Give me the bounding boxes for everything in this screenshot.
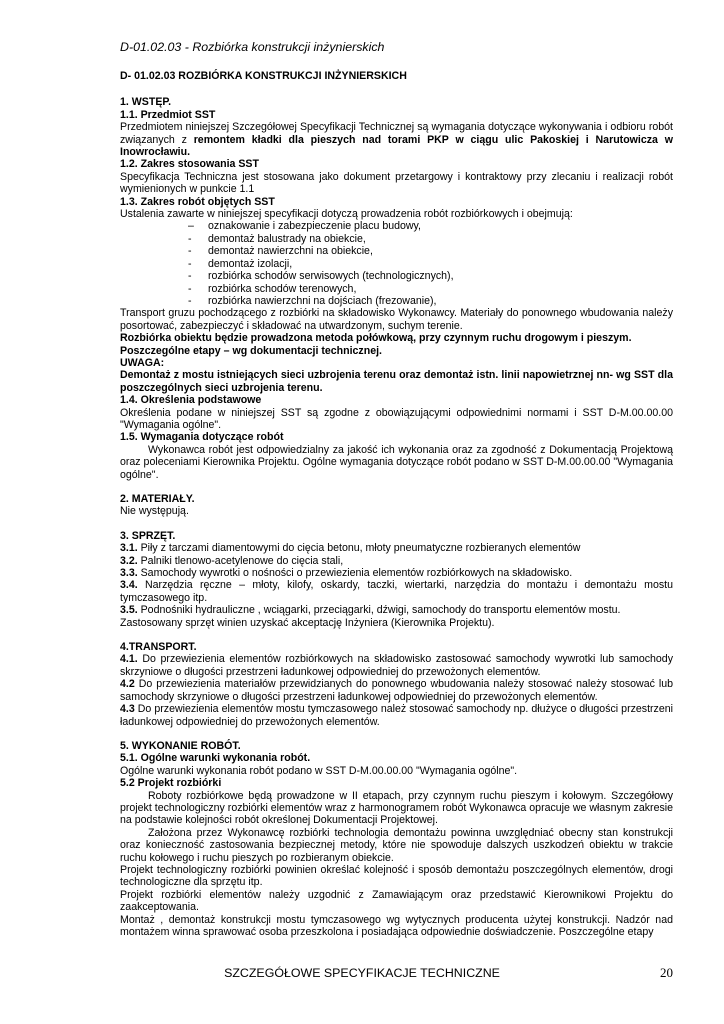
transport-item [120, 703, 673, 728]
section-3-heading: 3. SPRZĘT. [120, 529, 176, 542]
transport-item [120, 653, 673, 678]
paragraph-1-1-text: Przedmiotem niniejszej Szczegółowej Specyfikacji Technicznej są wymagania dotyczące wykonywania i odbioru robót związanych z [120, 121, 673, 146]
item-text: Podnośniki hydrauliczne , wciągarki, przeciągarki, dźwigi, samochody do transportu elementów mostu. [137, 604, 621, 617]
list-dash: - [188, 257, 192, 270]
paragraph-1-3: Ustalenia zawarte w niniejszej specyfikacji dotyczą prowadzenia robót rozbiórkowych i obejmują: [120, 208, 573, 221]
item-text: Do przewiezienia elementów rozbiórkowych na składowisko zastosować samochody wywrotki lub samochody skrzyniowe o długości przestrzeni ładunkowej odpowiedniej do przewożonych elementów. [120, 653, 673, 678]
list-item-text: rozbiórka schodów terenowych, [208, 282, 357, 295]
section-4-heading: 4.TRANSPORT. [120, 641, 197, 654]
paragraph-transport-rubble: Transport gruzu pochodzącego z rozbiórki na składowisko Wykonawcy. Materiały do ponownego wbudowania należy posortować, zabezpieczyć i składować na utwardzonym, suchym terenie. [120, 307, 673, 332]
subsection-1-3-heading: 1.3. Zakres robót objętych SST [120, 195, 275, 208]
item-text: Do przewiezienia materiałów przewidzianych do ponownego wbudowania należy stosować należy stosować lub samochody skrzyniowe o długości przestrzeni ładunkowej odpowiedniej do przewożonych elementów. [120, 678, 673, 703]
list-item-text: rozbiórka schodów serwisowych (technologicznych), [208, 270, 454, 283]
subsection-1-5-heading: 1.5. Wymagania dotyczące robót [120, 431, 284, 444]
paragraph-1-1-bold: remontem kładki dla pieszych nad torami PKP w ciągu ulic Pakoskiej i Narutowicza w Inowrocławiu. [120, 133, 673, 159]
list-item-text: demontaż nawierzchni na obiekcie, [208, 245, 373, 258]
page-number: 20 [660, 965, 673, 980]
note-text: Demontaż z mostu istniejących sieci uzbrojenia terenu oraz demontaż istn. linii napowietrznej nn- wg SST dla poszczególnych sieci uzbrojenia terenu. [120, 369, 673, 394]
paragraph-3: Zastosowany sprzęt winien uzyskać akceptację Inżyniera (Kierownika Projektu). [120, 616, 495, 629]
transport-item [120, 678, 673, 703]
paragraph-half-method: Rozbiórka obiektu będzie prowadzona metoda połówkową, przy czynnym ruchu drogowym i pieszym. [120, 332, 632, 345]
list-item [188, 270, 673, 282]
paragraph-5-2-d: Projekt rozbiórki elementów należy uzgodnić z Zamawiającym oraz przedstawić Kierownikowi Projektu do zaakceptowania. [120, 888, 673, 914]
item-number: 4.3 [120, 703, 135, 716]
list-dash: - [188, 294, 192, 307]
subsection-1-2-heading: 1.2. Zakres stosowania SST [120, 158, 259, 171]
document-title: D- 01.02.03 ROZBIÓRKA KONSTRUKCJI INŻYNIERSKICH [120, 70, 407, 82]
paragraph-1-5: Wykonawca robót jest odpowiedzialny za jakość ich wykonania oraz za zgodność z Dokumentacją Projektową oraz poleceniami Kierownika Projektu. Ogólne wymagania dotyczące robót podano w SST D-M.00.00.00 "Wymagania ogólne". [120, 443, 673, 481]
note-label: UWAGA: [120, 356, 165, 369]
list-dash: - [188, 282, 192, 295]
item-number: 4.2 [120, 678, 135, 691]
item-number: 3.4. [120, 579, 138, 592]
spacer [120, 728, 673, 740]
spacer [120, 481, 673, 493]
running-header: D-01.02.03 - Rozbiórka konstrukcji inżynierskich [120, 40, 385, 54]
paragraph-5-2-c: Projekt technologiczny rozbiórki powinien określać kolejność i sposób demontażu poszczególnych elementów, drogi technologiczne dla sprzętu itp. [120, 863, 673, 889]
list-dash: - [188, 270, 192, 283]
paragraph-1-4: Określenia podane w niniejszej SST są zgodne z obowiązującymi odpowiednimi normami i SST D-M.00.00.00 "Wymagania ogólne". [120, 406, 673, 431]
list-item-text: demontaż izolacji, [208, 257, 293, 270]
list-dash: - [188, 232, 192, 245]
list-item-text: oznakowanie i zabezpieczenie placu budowy, [208, 220, 421, 233]
list-dash: – [188, 220, 194, 233]
list-item [188, 245, 673, 257]
item-number: 3.3. [120, 567, 138, 580]
section-1-heading: 1. WSTĘP. [120, 96, 172, 109]
subsection-5-2-heading: 5.2 Projekt rozbiórki [120, 777, 222, 790]
item-text: Narzędzia ręczne – młoty, kilofy, oskardy, taczki, wiertarki, narzędzia do montażu i demontażu mostu tymczasowego itp. [120, 579, 673, 604]
item-number: 3.5. [120, 604, 138, 617]
document-body [120, 70, 673, 938]
paragraph-stages: Poszczególne etapy – wg dokumentacji technicznej. [120, 344, 382, 357]
paragraph-5-2-a: Roboty rozbiórkowe będą prowadzone w II etapach, przy czynnym ruchu pieszym i kołowym. Szczegółowy projekt technologiczny rozbiórki elementów wraz z harmonogramem robót Wykonawca opracuje we własnym zakresie na podstawie kolejności robót określonej Dokumentacji Projektowej. [120, 789, 673, 827]
item-number: 3.1. [120, 542, 138, 555]
equipment-item [120, 542, 673, 554]
section-2-heading: 2. MATERIAŁY. [120, 493, 195, 505]
spacer [120, 629, 673, 641]
list-dash: - [188, 245, 192, 258]
item-text: Samochody wywrotki o nośności o przewiezienia elementów rozbiórkowych na składowisko. [137, 567, 573, 580]
list-item [188, 295, 673, 307]
list-item [188, 258, 673, 270]
paragraph-5-2-b: Założona przez Wykonawcę rozbiórki technologia demontażu powinna uwzględniać obecny stan konstrukcji oraz konieczność zastosowania bezpiecznej metody, które nie spowoduje dalszych uszkodzeń obiektu w trakcie ruchu kołowego i ruchu pieszych po rozbieranym obiekcie. [120, 826, 673, 864]
scope-list [120, 220, 673, 307]
paragraph-5-2-e: Montaż , demontaż konstrukcji mostu tymczasowego wg wytycznych producenta użytej konstrukcji. Nadzór nad montażem winna sprawować osoba przeszkolona i posiadająca odpowiednie doświadczenie. Poszczególne etapy [120, 913, 673, 938]
list-item-text: demontaż balustrady na obiekcie, [208, 232, 366, 245]
section-5-heading: 5. WYKONANIE ROBÓT. [120, 739, 241, 752]
list-item-text: rozbiórka nawierzchni na dojściach (frezowanie), [208, 294, 437, 307]
item-text: Palniki tlenowo-acetylenowe do cięcia stali, [137, 554, 344, 567]
item-text: Piły z tarczami diamentowymi do cięcia betonu, młoty pneumatyczne rozbieranych elementów [137, 542, 581, 555]
subsection-5-1-heading: 5.1. Ogólne warunki wykonania robót. [120, 752, 311, 765]
paragraph-1-1 [120, 121, 673, 158]
equipment-item [120, 579, 673, 604]
list-item [188, 220, 673, 232]
equipment-item [120, 604, 673, 616]
item-number: 4.1. [120, 653, 138, 666]
item-number: 3.2. [120, 554, 138, 567]
spacer [120, 518, 673, 530]
footer-title: SZCZEGÓŁOWE SPECYFIKACJE TECHNICZNE [224, 966, 500, 980]
subsection-1-4-heading: 1.4. Określenia podstawowe [120, 394, 262, 407]
list-item [188, 283, 673, 295]
equipment-item [120, 567, 673, 579]
equipment-item [120, 555, 673, 567]
paragraph-2: Nie występują. [120, 505, 189, 518]
list-item [188, 233, 673, 245]
subsection-1-1-heading: 1.1. Przedmiot SST [120, 108, 216, 121]
paragraph-1-2: Specyfikacja Techniczna jest stosowana jako dokument przetargowy i kontraktowy przy zlecaniu i realizacji robót wymienionych w punkcie 1.1 [120, 170, 673, 196]
paragraph-5-1: Ogólne warunki wykonania robót podano w SST D-M.00.00.00 "Wymagania ogólne". [120, 764, 518, 777]
item-text: Do przewiezienia elementów mostu tymczasowego należ stosować samochody np. dłużyce o długości przestrzeni ładunkowej odpowiedniej do przewożonych elementów. [120, 703, 673, 728]
